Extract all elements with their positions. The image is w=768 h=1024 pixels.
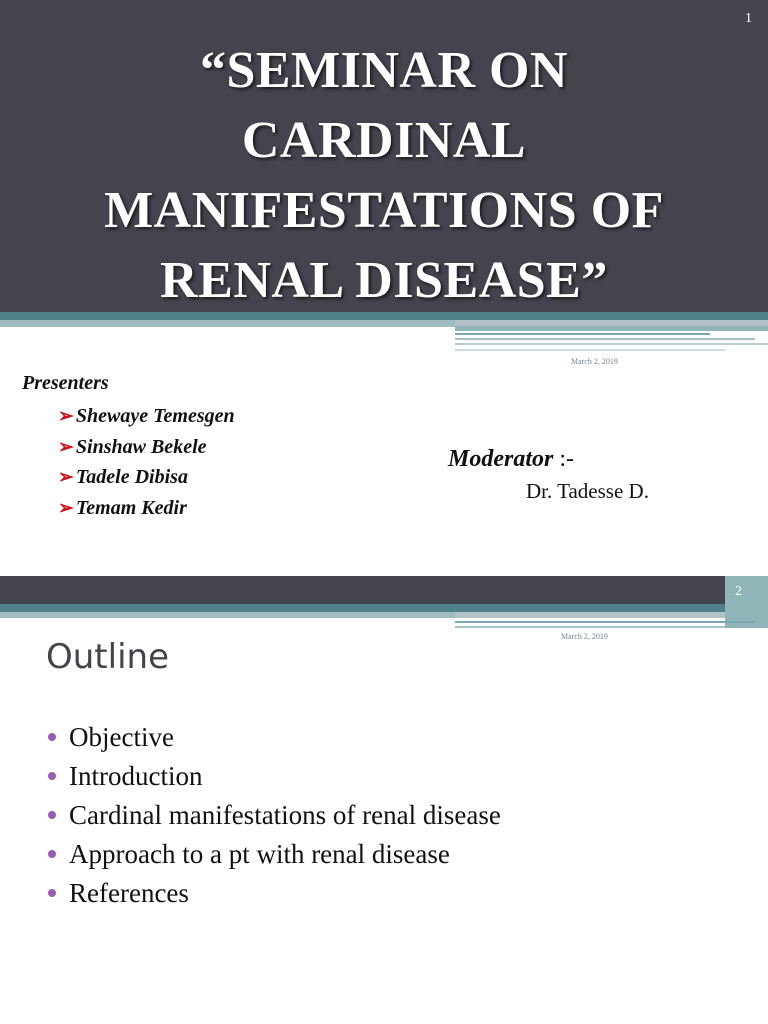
presenter-item — [58, 462, 235, 493]
title-line: MANIFESTATIONS OF — [104, 182, 664, 239]
moderator-title: Moderator — [448, 446, 554, 472]
arrow-bullet-icon: ➢ — [58, 467, 74, 488]
slide-number: 2 — [735, 584, 742, 599]
outline-item — [48, 874, 501, 913]
outline-item — [48, 757, 501, 796]
light-stripe — [0, 320, 455, 327]
outline-title: Outline — [46, 637, 170, 677]
stripe-line — [455, 333, 710, 335]
presenter-name: Shewaye Temesgen — [75, 405, 235, 427]
slide-date: March 2, 2019 — [571, 357, 618, 366]
stripe-line — [455, 621, 755, 623]
presenter-name: Temam Kedir — [75, 496, 187, 519]
outline-slide — [0, 576, 768, 1024]
outline-list — [48, 718, 501, 913]
bullet-dot-icon — [48, 850, 56, 858]
outline-item — [48, 835, 501, 874]
outline-item-text: References — [69, 878, 189, 908]
outline-item-text: Approach to a pt with renal disease — [69, 839, 450, 869]
bullet-dot-icon — [48, 733, 56, 741]
outline-header-band — [0, 576, 768, 604]
stripe-line — [455, 343, 768, 345]
teal-stripe — [0, 604, 768, 612]
moderator-label — [448, 446, 574, 473]
arrow-bullet-icon: ➢ — [58, 406, 74, 427]
light-stripe — [0, 612, 455, 618]
slide-number: 1 — [745, 11, 752, 26]
presenter-list — [58, 401, 235, 523]
stripe-tab — [455, 326, 768, 331]
presenter-item — [58, 493, 235, 524]
bullet-dot-icon — [48, 772, 56, 780]
presenter-item — [58, 401, 235, 432]
presenter-item — [58, 432, 235, 463]
presenters-label: Presenters — [22, 372, 109, 394]
outline-item — [48, 796, 501, 835]
outline-item-text: Cardinal manifestations of renal disease — [69, 800, 501, 830]
presenter-name: Sinshaw Bekele — [75, 435, 207, 458]
slide-date: March 2, 2019 — [561, 632, 608, 641]
bullet-dot-icon — [48, 889, 56, 897]
outline-item — [48, 718, 501, 757]
moderator-separator: :- — [553, 446, 575, 472]
stripe-line — [455, 349, 725, 351]
moderator-name: Dr. Tadesse D. — [526, 479, 649, 503]
stripe-line — [455, 338, 755, 340]
slide-title — [20, 36, 748, 316]
arrow-bullet-icon: ➢ — [58, 497, 74, 519]
title-line: “SEMINAR ON — [199, 42, 569, 99]
stripe-line — [455, 626, 725, 628]
outline-item-text: Introduction — [69, 761, 203, 791]
bullet-dot-icon — [48, 811, 56, 819]
gray-stripe — [455, 612, 768, 618]
outline-item-text: Objective — [69, 722, 174, 752]
title-line: RENAL DISEASE” — [160, 252, 608, 309]
teal-stripe — [0, 312, 768, 320]
title-line: CARDINAL — [241, 112, 527, 169]
presenter-name: Tadele Dibisa — [75, 466, 188, 488]
arrow-bullet-icon: ➢ — [58, 436, 74, 458]
